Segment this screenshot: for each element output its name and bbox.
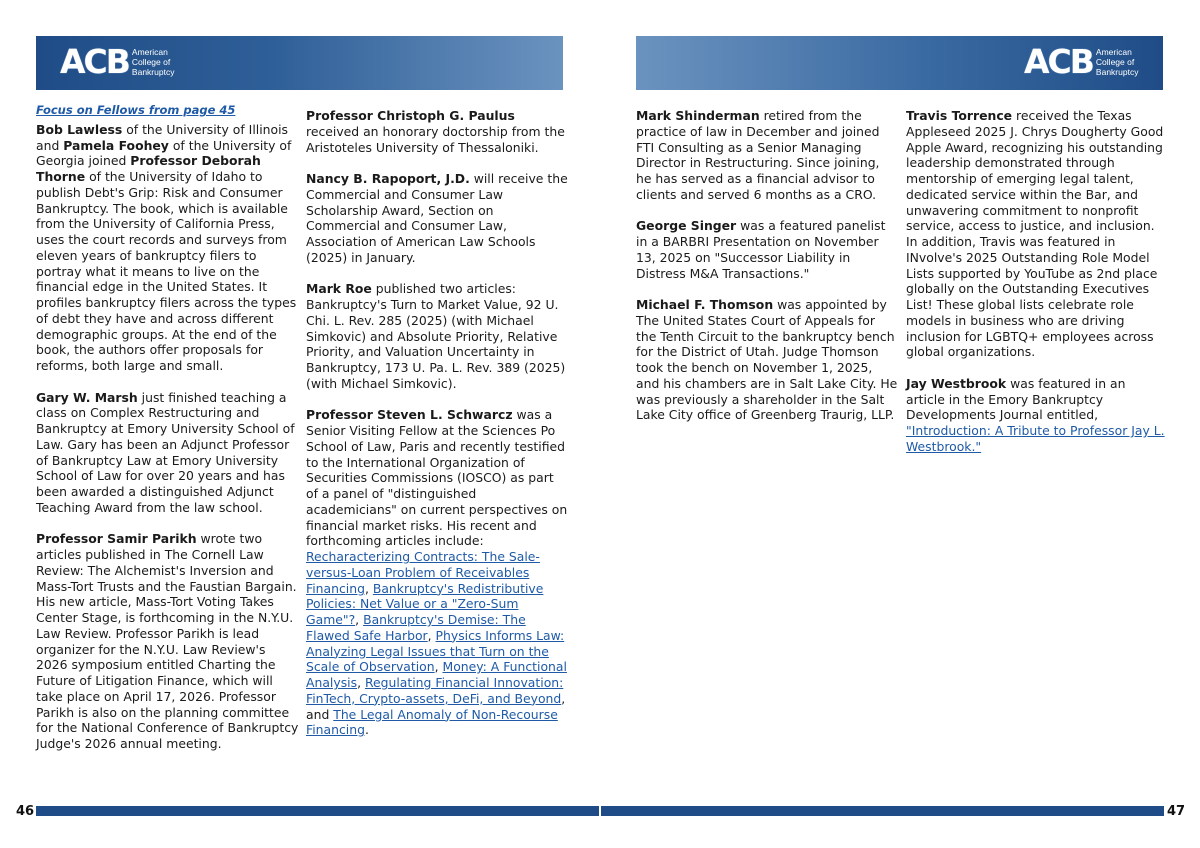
entry-text: just finished teaching a class on Complex Restructuring and Bankruptcy at Emory University School of Law. Gary has been an Adjunct Professor of Bankruptcy Law at Emory University School of Law for over 20 years and has been awarded a distinguished Adjunct Teaching Award from the law school.	[36, 389, 295, 515]
logo-words	[1096, 47, 1139, 77]
logo-word: American	[131, 47, 168, 57]
separator: , and	[306, 690, 566, 722]
entry-roe	[306, 281, 568, 391]
entry-text: of the University of Idaho to publish Debt's Grip: Risk and Consumer Bankruptcy. The book, which is available from the University of California Press, uses the court records and surveys from eleven years of bankruptcy filers to portray what it means to live on the financial edge in the United States. It profiles bankruptcy filers across the types of debt they have and across different demographic groups. At the end of the book, the authors offer proposals for reforms, both large and small.	[36, 169, 297, 373]
fellow-name: Pamela Foohey	[63, 137, 169, 153]
fellow-name: Jay Westbrook	[906, 375, 1007, 391]
entry-torrence	[906, 108, 1168, 360]
entry-westbrook	[906, 376, 1168, 455]
entry-text: of the University of Georgia joined	[36, 137, 292, 169]
fellow-name: Gary W. Marsh	[36, 389, 138, 405]
entry-text: received an honorary doctorship from the Aristoteles University of Thessaloniki.	[306, 123, 565, 155]
logo-word: College of	[1095, 57, 1135, 67]
footer-bar-right	[601, 806, 1164, 816]
article-link[interactable]: "Introduction: A Tribute to Professor Jay L. Westbrook."	[906, 423, 1165, 454]
separator: ,	[434, 659, 443, 675]
fellow-name: Nancy B. Rapoport, J.D.	[306, 171, 470, 186]
entry-lawless-foohey-thorne	[36, 122, 300, 374]
logo-mark: ACB	[60, 42, 129, 81]
focus-on-fellows-link[interactable]: Focus on Fellows from page 45	[36, 103, 236, 117]
logo-word: Bankruptcy	[131, 67, 175, 77]
entry-thomson	[636, 297, 898, 423]
article-link[interactable]: Recharacterizing Contracts: The Sale-versus-Loan Problem of Receivables Financing	[306, 549, 540, 596]
article-link[interactable]: Bankruptcy's Demise: The Flawed Safe Harbor	[306, 612, 526, 643]
fellow-name: Mark Shinderman	[636, 108, 760, 123]
fellow-name: Professor Steven L. Schwarcz	[306, 407, 513, 423]
column-3	[636, 108, 898, 439]
logo-mark: ACB	[1024, 42, 1093, 81]
page-number-right: 47	[1167, 804, 1186, 819]
fellow-name: George Singer	[636, 218, 737, 234]
footer-bar-left	[36, 806, 599, 816]
separator: ,	[427, 627, 436, 643]
acb-logo	[1024, 44, 1138, 80]
entry-text: of the University of Illinois and	[36, 121, 288, 153]
page-number-left: 46	[16, 804, 35, 819]
logo-words	[132, 47, 175, 77]
fellow-name: Bob Lawless	[36, 121, 123, 137]
fellow-name: Michael F. Thomson	[636, 297, 774, 312]
fellow-name: Mark Roe	[306, 281, 372, 297]
column-1	[36, 103, 300, 768]
entry-text: retired from the practice of law in December and joined FTI Consulting as a Senior Managing Director in Restructuring. Since joining, he has served as a financial advisor to clients and served 6 months as a CRO.	[636, 108, 880, 202]
entry-text: received the Texas Appleseed 2025 J. Chrys Dougherty Good Apple Award, recognizing his outstanding leadership demonstrated through mentorship of emerging legal talent, dedicated service within the Bar, and unwavering commitment to nonprofit service, access to justice, and inclusion. In addition, Travis was featured in INvolve's 2025 Outstanding Role Model Lists supported by YouTube as 2nd place globally on the Outstanding Executives List! These global lists celebrate role models in business who are driving inclusion for LGBTQ+ employees across global organizations.	[906, 108, 1164, 360]
header-banner-right	[636, 36, 1163, 90]
fellow-name: Professor Samir Parikh	[36, 531, 197, 547]
entry-text: wrote two articles published in The Cornell Law Review: The Alchemist's Inversion and Mass-Tort Trusts and the Faustian Bargain. His new article, Mass-Tort Voting Takes Center Stage, is forthcoming in the N.Y.U. Law Review. Professor Parikh is lead organizer for the N.Y.U. Law Review's 2026 symposium entitled Charting the Future of Litigation Finance, which will take place on April 17, 2026. Professor Parikh is also on the planning committee for the National Conference of Bankruptcy Judge's 2026 annual meeting.	[36, 531, 299, 751]
separator: ,	[355, 612, 364, 627]
logo-word: Bankruptcy	[1095, 67, 1139, 77]
article-link[interactable]: Regulating Financial Innovation: FinTech, Crypto-assets, DeFi, and Beyond	[306, 675, 564, 706]
column-4	[906, 108, 1168, 470]
article-link[interactable]: Money: A Functional Analysis	[306, 659, 567, 690]
entry-paulus	[306, 108, 568, 155]
entry-schwarcz	[306, 407, 568, 738]
entry-singer	[636, 218, 898, 281]
fellow-name: Travis Torrence	[906, 108, 1013, 123]
entry-text: was a featured panelist in a BARBRI Presentation on November 13, 2025 on "Successor Liability in Distress M&A Transactions."	[636, 218, 886, 281]
header-banner-left	[36, 36, 563, 90]
separator: ,	[357, 675, 365, 690]
logo-word: American	[1095, 47, 1132, 57]
separator: .	[364, 722, 369, 738]
entry-text: was appointed by The United States Court of Appeals for the Tenth Circuit to the bankruptcy bench for the District of Utah. Judge Thomson took the bench on November 1, 2025, and his chambers are in Salt Lake City. He was previously a shareholder in the Salt Lake City office of Greenberg Traurig, LLP.	[636, 297, 898, 423]
fellow-name: Professor Christoph G. Paulus	[306, 108, 515, 123]
entry-text: published two articles: Bankruptcy's Turn to Market Value, 92 U. Chi. L. Rev. 285 (2025) (with Michael Simkovic) and Absolute Priority, Relative Priority, and Valuation Uncertainty in Bankruptcy, 173 U. Pa. L. Rev. 389 (2025) (with Michael Simkovic).	[306, 281, 566, 391]
entry-text: was a Senior Visiting Fellow at the Sciences Po School of Law, Paris and recently testified to the International Organization of Securities Commissions (IOSCO) as part of a panel of "distinguished academicians" on current perspectives on financial market risks. His recent and forthcoming articles include:	[306, 407, 568, 549]
fellow-name: Professor Deborah Thorne	[36, 153, 261, 184]
acb-logo	[60, 44, 174, 80]
entry-rapoport	[306, 171, 568, 266]
article-link[interactable]: The Legal Anomaly of Non-Recourse Financing	[306, 706, 558, 738]
logo-word: College of	[131, 57, 171, 67]
entry-text: was featured in an article in the Emory Bankruptcy Developments Journal entitled,	[906, 375, 1126, 423]
entry-parikh	[36, 531, 300, 752]
entry-shinderman	[636, 108, 898, 203]
entry-marsh	[36, 390, 300, 516]
separator: ,	[364, 580, 373, 596]
column-2	[306, 108, 568, 754]
article-link[interactable]: Physics Informs Law: Analyzing Legal Issues that Turn on the Scale of Observation	[306, 627, 565, 675]
entry-text: will receive the Commercial and Consumer Law Scholarship Award, Section on Commercial and Consumer Law, Association of American Law Schools (2025) in January.	[306, 171, 568, 265]
article-link[interactable]: Bankruptcy's Redistributive Policies: Net Value or a "Zero-Sum Game"?	[306, 580, 544, 627]
